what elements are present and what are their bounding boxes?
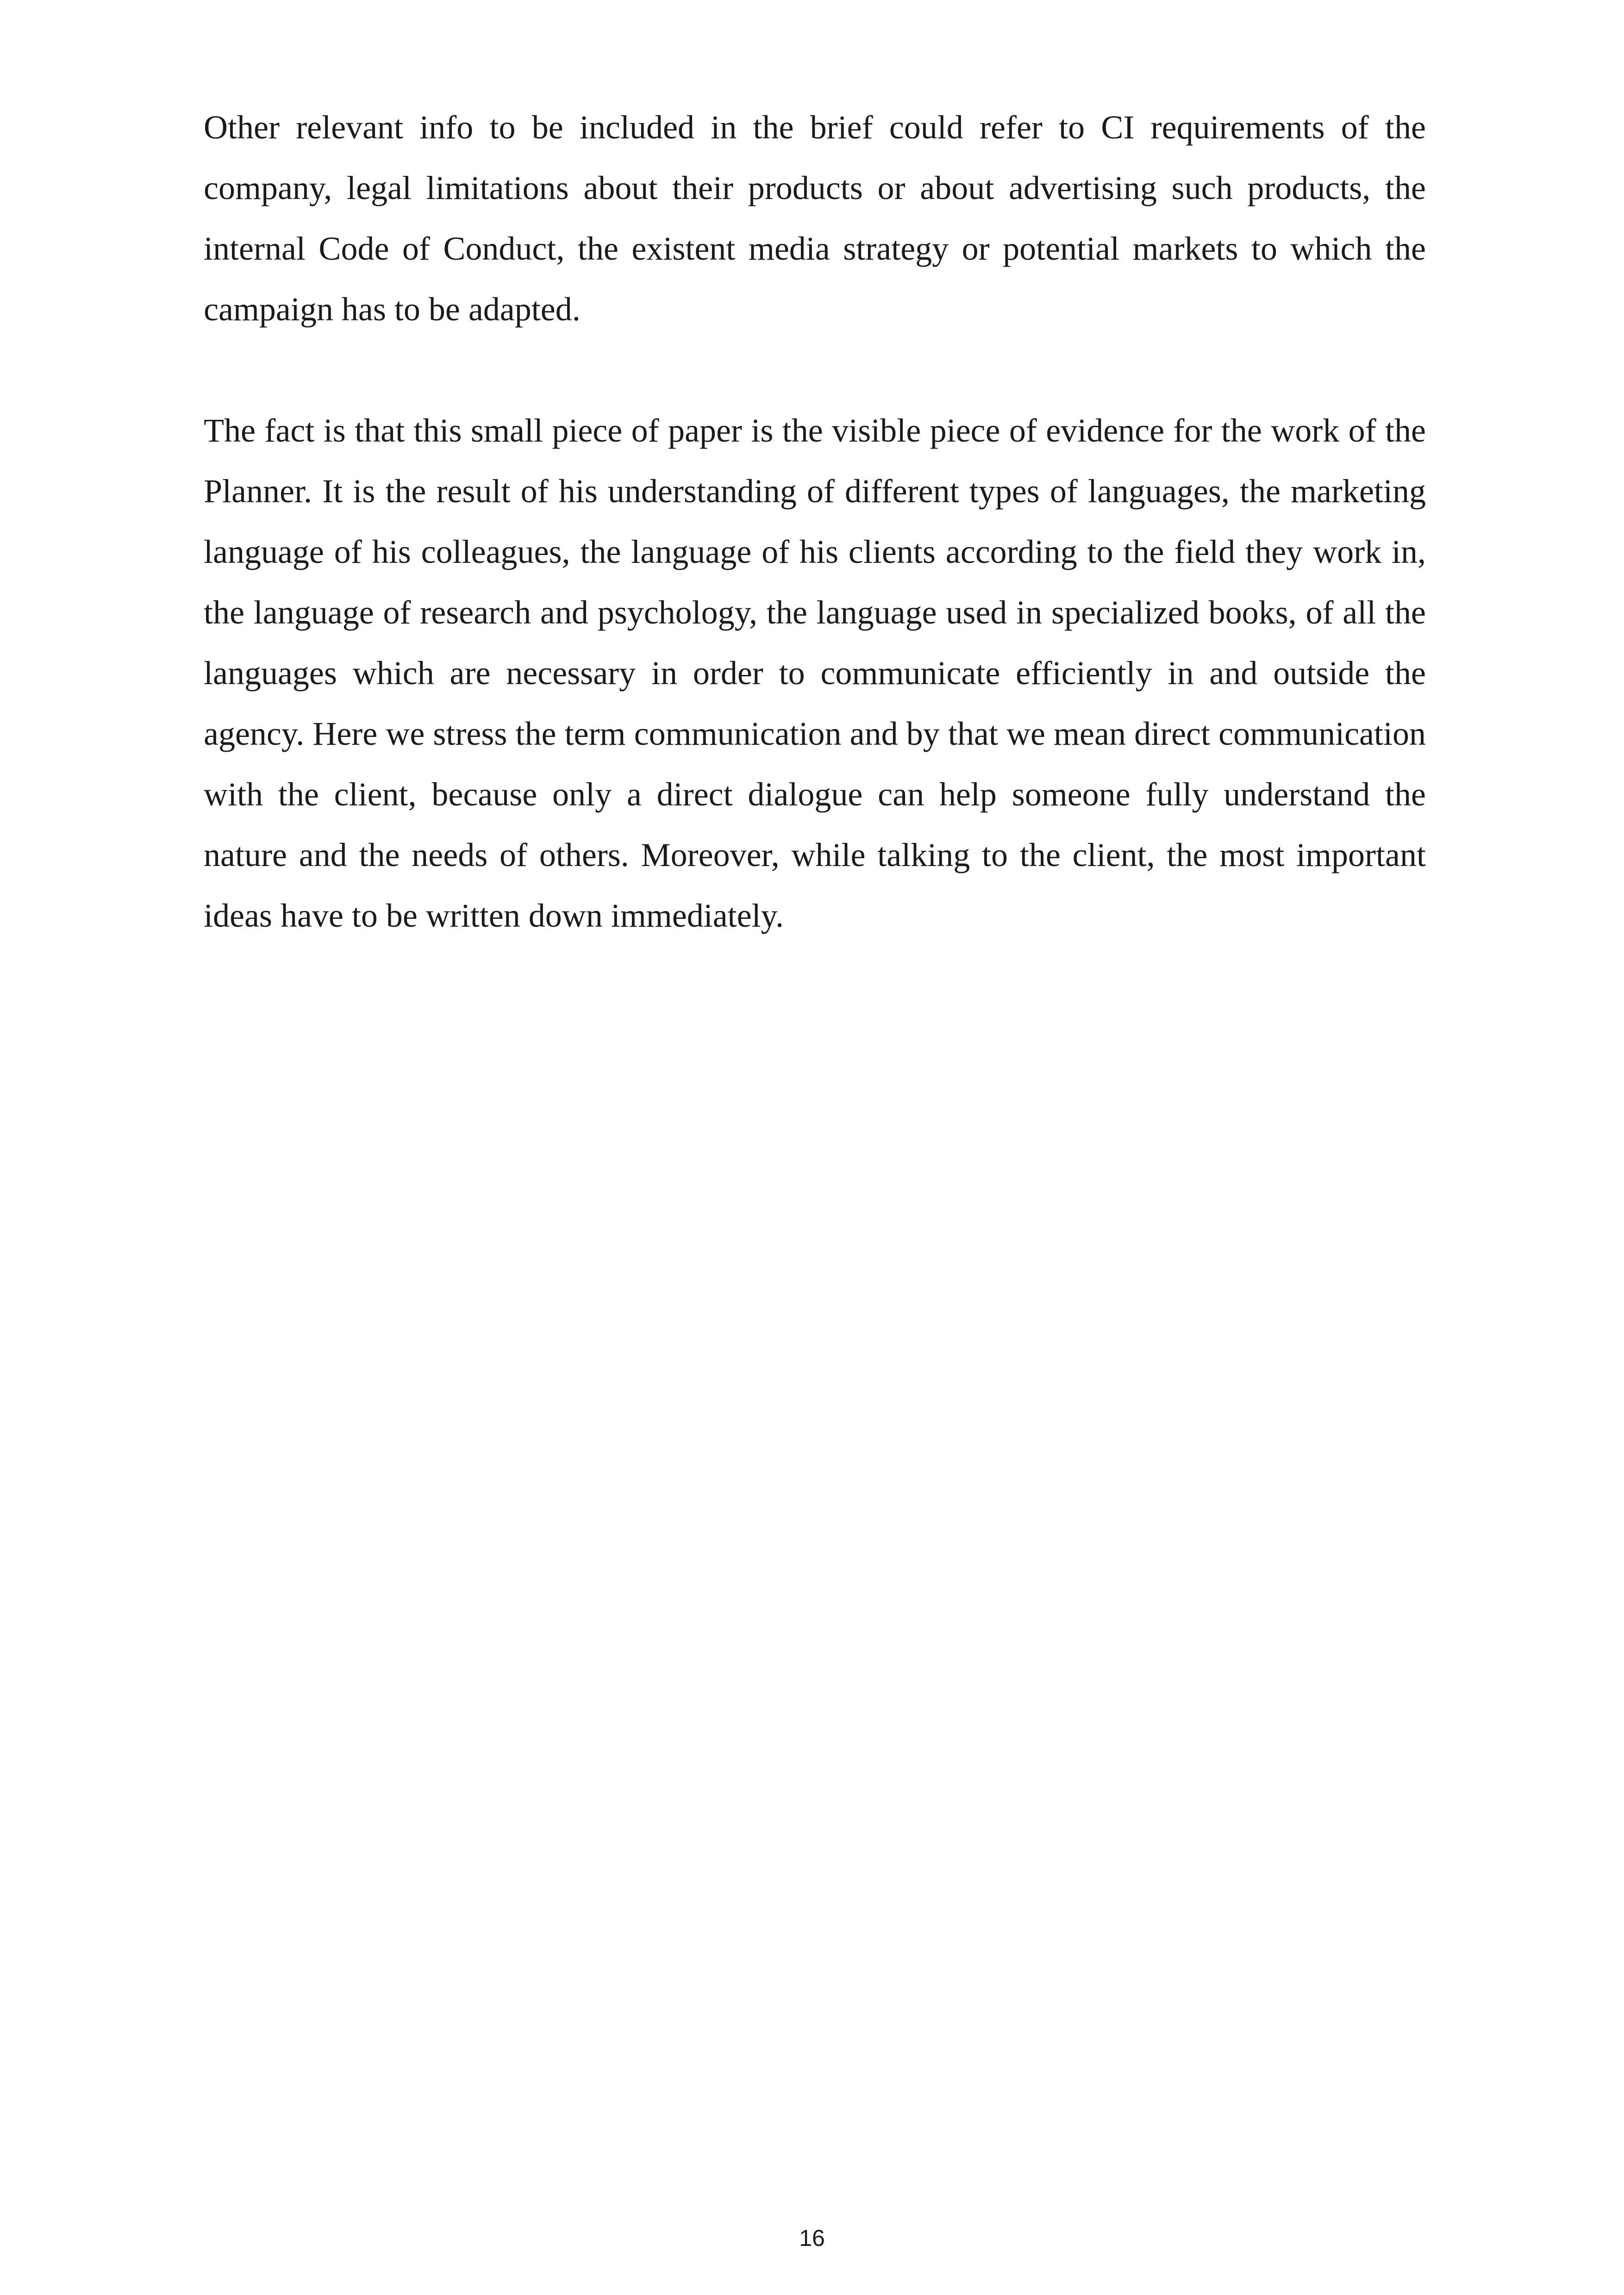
body-paragraph-planner-evidence: The fact is that this small piece of paper is the visible piece of evidence for the work of the Planner. It is the result of his understanding of different types of languages, the marketing language of his colleagues, the language of his clients according to the field they work in, the language of research and psychology, the language used in specialized books, of all the languages which are necessary in order to communicate efficiently in and outside the agency. Here we stress the term communication and by that we mean direct communication with the client, because only a direct dialogue can help someone fully understand the nature and the needs of others. Moreover, while talking to the client, the most important ideas have to be written down immediately.	[204, 412, 1426, 934]
body-paragraph-ci-requirements: Other relevant info to be included in the brief could refer to CI requirements of the company, legal limitations about their products or about advertising such products, the internal Code of Conduct, the existent media strategy or potential markets to which the campaign has to be adapted.	[204, 109, 1426, 328]
page-number: 16	[799, 2225, 825, 2251]
